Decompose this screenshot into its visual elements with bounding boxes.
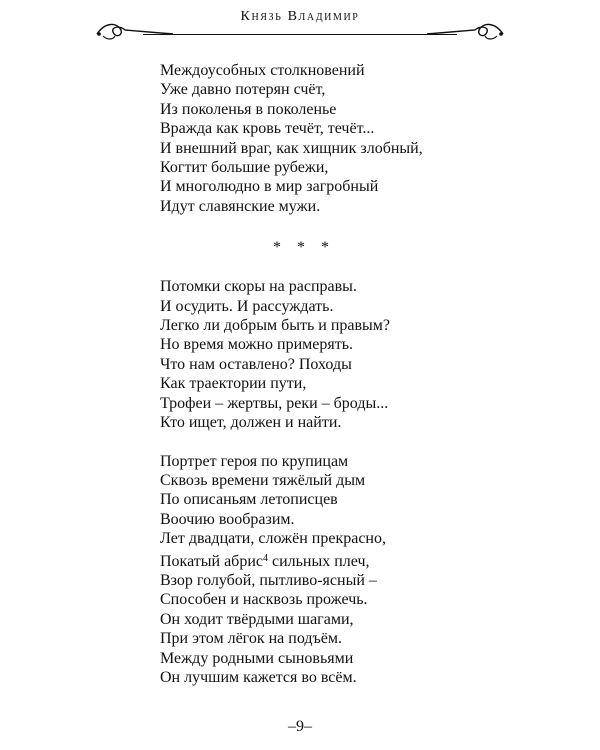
- section-separator: * * *: [273, 239, 335, 257]
- poem-line: Но время можно примерять.: [160, 336, 354, 354]
- poem-line: Между родными сыновьями: [160, 649, 354, 667]
- poem-line: Лет двадцати, сложён прекрасно,: [160, 530, 386, 548]
- poem-line: Вражда как кровь течёт, течёт...: [160, 120, 375, 138]
- poem-line: При этом лёгок на подъём.: [160, 630, 343, 648]
- stanza-1: [160, 61, 520, 216]
- page-number: –9–: [288, 718, 312, 735]
- poem-line: [160, 549, 520, 571]
- poem-line: По описаньям летописцев: [160, 491, 338, 509]
- poem-line: Потомки скоры на расправы.: [160, 278, 357, 296]
- poem-line: И осудить. И рассуждать.: [160, 297, 334, 315]
- poem-line: Идут славянские мужи.: [160, 197, 321, 215]
- poem-line: Как траектории пути,: [160, 375, 307, 393]
- poem-line-text: Покатый абрис: [160, 552, 263, 570]
- poem-line: Он ходит твёрдыми шагами,: [160, 610, 354, 628]
- poem-line: Портрет героя по крупицам: [160, 452, 349, 470]
- poem-line: И внешний враг, как хищник злобный,: [160, 139, 423, 157]
- poem-line: Междоусобных столкновений: [160, 62, 365, 79]
- poem-line: Трофеи – жертвы, реки – броды...: [160, 394, 389, 412]
- poem-body: [160, 61, 520, 687]
- poem-line: И многолюдно в мир загробный: [160, 178, 379, 196]
- stanza-2: [160, 277, 520, 432]
- footnote-marker: 4: [262, 552, 268, 564]
- poem-line: Кто ищет, должен и найти.: [160, 414, 342, 432]
- header-rule: [143, 34, 457, 35]
- poem-line: Взор голубой, пытливо-ясный –: [160, 571, 377, 589]
- poem-line: Легко ли добрым быть и правым?: [160, 317, 391, 335]
- poem-line: Воочию вообразим.: [160, 510, 295, 528]
- poem-line: Способен и насквозь прожечь.: [160, 591, 368, 609]
- poem-line-text: сильных плеч,: [267, 552, 370, 570]
- poem-line: Из поколенья в поколенье: [160, 100, 337, 118]
- poem-line: Он лучшим кажется во всём.: [160, 668, 357, 686]
- poem-line: Сквозь времени тяжёлый дым: [160, 471, 366, 489]
- poem-line: Уже давно потерян счёт,: [160, 81, 326, 99]
- right-ornament-icon: [425, 14, 505, 42]
- poem-line: Когтит большие рубежи,: [160, 159, 329, 177]
- running-header: [0, 0, 600, 46]
- header-title: Князь Владимир: [240, 9, 360, 24]
- poem-line: Что нам оставлено? Походы: [160, 355, 352, 373]
- stanza-3: [160, 452, 520, 688]
